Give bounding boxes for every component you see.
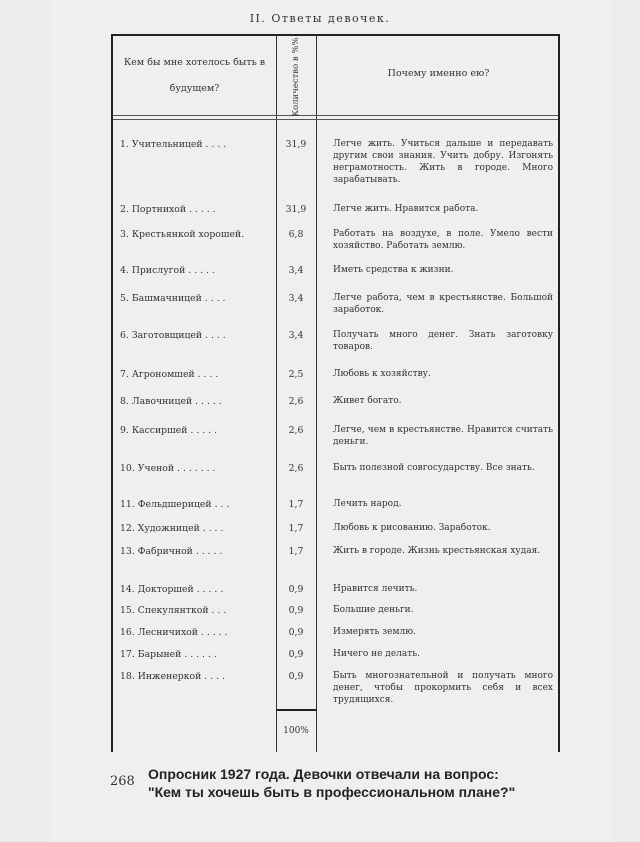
profession-cell: 11. Фельдшерицей . . .	[120, 499, 230, 510]
profession-cell: 2. Портнихой . . . . .	[120, 204, 216, 215]
percent-cell: 1,7	[288, 499, 304, 510]
profession-cell: 12. Художницей . . . .	[120, 523, 224, 534]
reason-cell: Измерять землю.	[333, 627, 416, 637]
header-percent-label: Количество в %%	[291, 37, 301, 117]
percent-cell: 1,7	[288, 546, 304, 557]
caption	[148, 765, 568, 801]
profession-cell: 4. Прислугой . . . . .	[120, 265, 215, 276]
percent-cell: 0,9	[288, 605, 304, 616]
page-number: 268	[110, 774, 135, 789]
profession-cell: 15. Спекулянткой . . .	[120, 605, 227, 616]
percent-cell: 31,9	[285, 204, 307, 215]
profession-cell: 6. Заготовщицей . . . .	[120, 330, 226, 341]
percent-cell: 2,6	[288, 396, 304, 407]
caption-line-1: Опросник 1927 года. Девочки отвечали на вопрос:	[148, 766, 499, 782]
reason-cell: Любовь к хозяйству.	[333, 369, 431, 379]
reason-cell: Иметь средства к жизни.	[333, 265, 454, 275]
table-title: II. Ответы девочек.	[249, 12, 391, 25]
header-reason: Почему именно ею?	[387, 68, 490, 79]
percent-cell: 3,4	[288, 293, 304, 304]
survey-table	[111, 34, 560, 752]
header-profession: Кем бы мне хотелось быть в будущем?	[123, 57, 266, 94]
reason-cell: Работать на воздухе, в поле. Умело вести хозяйство. Работать землю.	[333, 229, 553, 251]
percent-cell: 2,5	[288, 369, 304, 380]
reason-cell: Лечить народ.	[333, 499, 402, 509]
reason-cell: Любовь к рисованию. Заработок.	[333, 523, 491, 533]
percent-cell: 6,8	[288, 229, 304, 240]
profession-cell: 8. Лавочницей . . . . .	[120, 396, 222, 407]
column-divider	[316, 36, 317, 752]
profession-cell: 14. Докторшей . . . . .	[120, 584, 224, 595]
percent-cell: 2,6	[288, 463, 304, 474]
percent-cell: 1,7	[288, 523, 304, 534]
profession-cell: 17. Барыней . . . . . .	[120, 649, 217, 660]
header-percent	[280, 37, 312, 117]
percent-cell: 31,9	[285, 139, 307, 150]
reason-cell: Жить в городе. Жизнь крестьянская худая.	[333, 546, 541, 556]
percent-cell: 0,9	[288, 584, 304, 595]
reason-cell: Живет богато.	[333, 396, 402, 406]
profession-cell: 3. Крестьянкой хорошей.	[120, 229, 245, 240]
reason-cell: Ничего не делать.	[333, 649, 420, 659]
total-value: 100%	[283, 726, 309, 736]
percent-cell: 3,4	[288, 265, 304, 276]
reason-cell: Большие деньги.	[333, 605, 414, 615]
reason-cell: Быть многознательной и получать много денег, чтобы прокормить себя и всех трудящихся.	[333, 671, 553, 705]
header-separator	[113, 115, 558, 120]
reason-cell: Получать много денег. Знать заготовку товаров.	[333, 330, 553, 352]
reason-cell: Нравится лечить.	[333, 584, 418, 594]
caption-line-2: "Кем ты хочешь быть в профессиональном плане?"	[148, 784, 516, 800]
profession-cell: 5. Башмачницей . . . .	[120, 293, 226, 304]
percent-cell: 3,4	[288, 330, 304, 341]
percent-cell: 2,6	[288, 425, 304, 436]
percent-cell: 0,9	[288, 649, 304, 660]
total-rule	[276, 709, 317, 711]
profession-cell: 1. Учительницей . . . .	[120, 139, 227, 150]
reason-cell: Легче, чем в крестьянстве. Нравится считать деньги.	[333, 425, 553, 447]
percent-cell: 0,9	[288, 627, 304, 638]
profession-cell: 9. Кассиршей . . . . .	[120, 425, 218, 436]
reason-cell: Быть полезной совгосударству. Все знать.	[333, 463, 535, 473]
reason-cell: Легче работа, чем в крестьянстве. Большой заработок.	[333, 293, 553, 315]
profession-cell: 18. Инженеркой . . . .	[120, 671, 225, 682]
profession-cell: 13. Фабричной . . . . .	[120, 546, 223, 557]
reason-cell: Легче жить. Учиться дальше и передавать другим свои знания. Учить добру. Изгонять неграмотность. Жить в городе. Много зарабатывать.	[333, 139, 553, 185]
reason-cell: Легче жить. Нравится работа.	[333, 204, 479, 214]
profession-cell: 16. Лесничихой . . . . .	[120, 627, 228, 638]
profession-cell: 10. Ученой . . . . . . .	[120, 463, 216, 474]
profession-cell: 7. Агрономшей . . . .	[120, 369, 219, 380]
percent-cell: 0,9	[288, 671, 304, 682]
